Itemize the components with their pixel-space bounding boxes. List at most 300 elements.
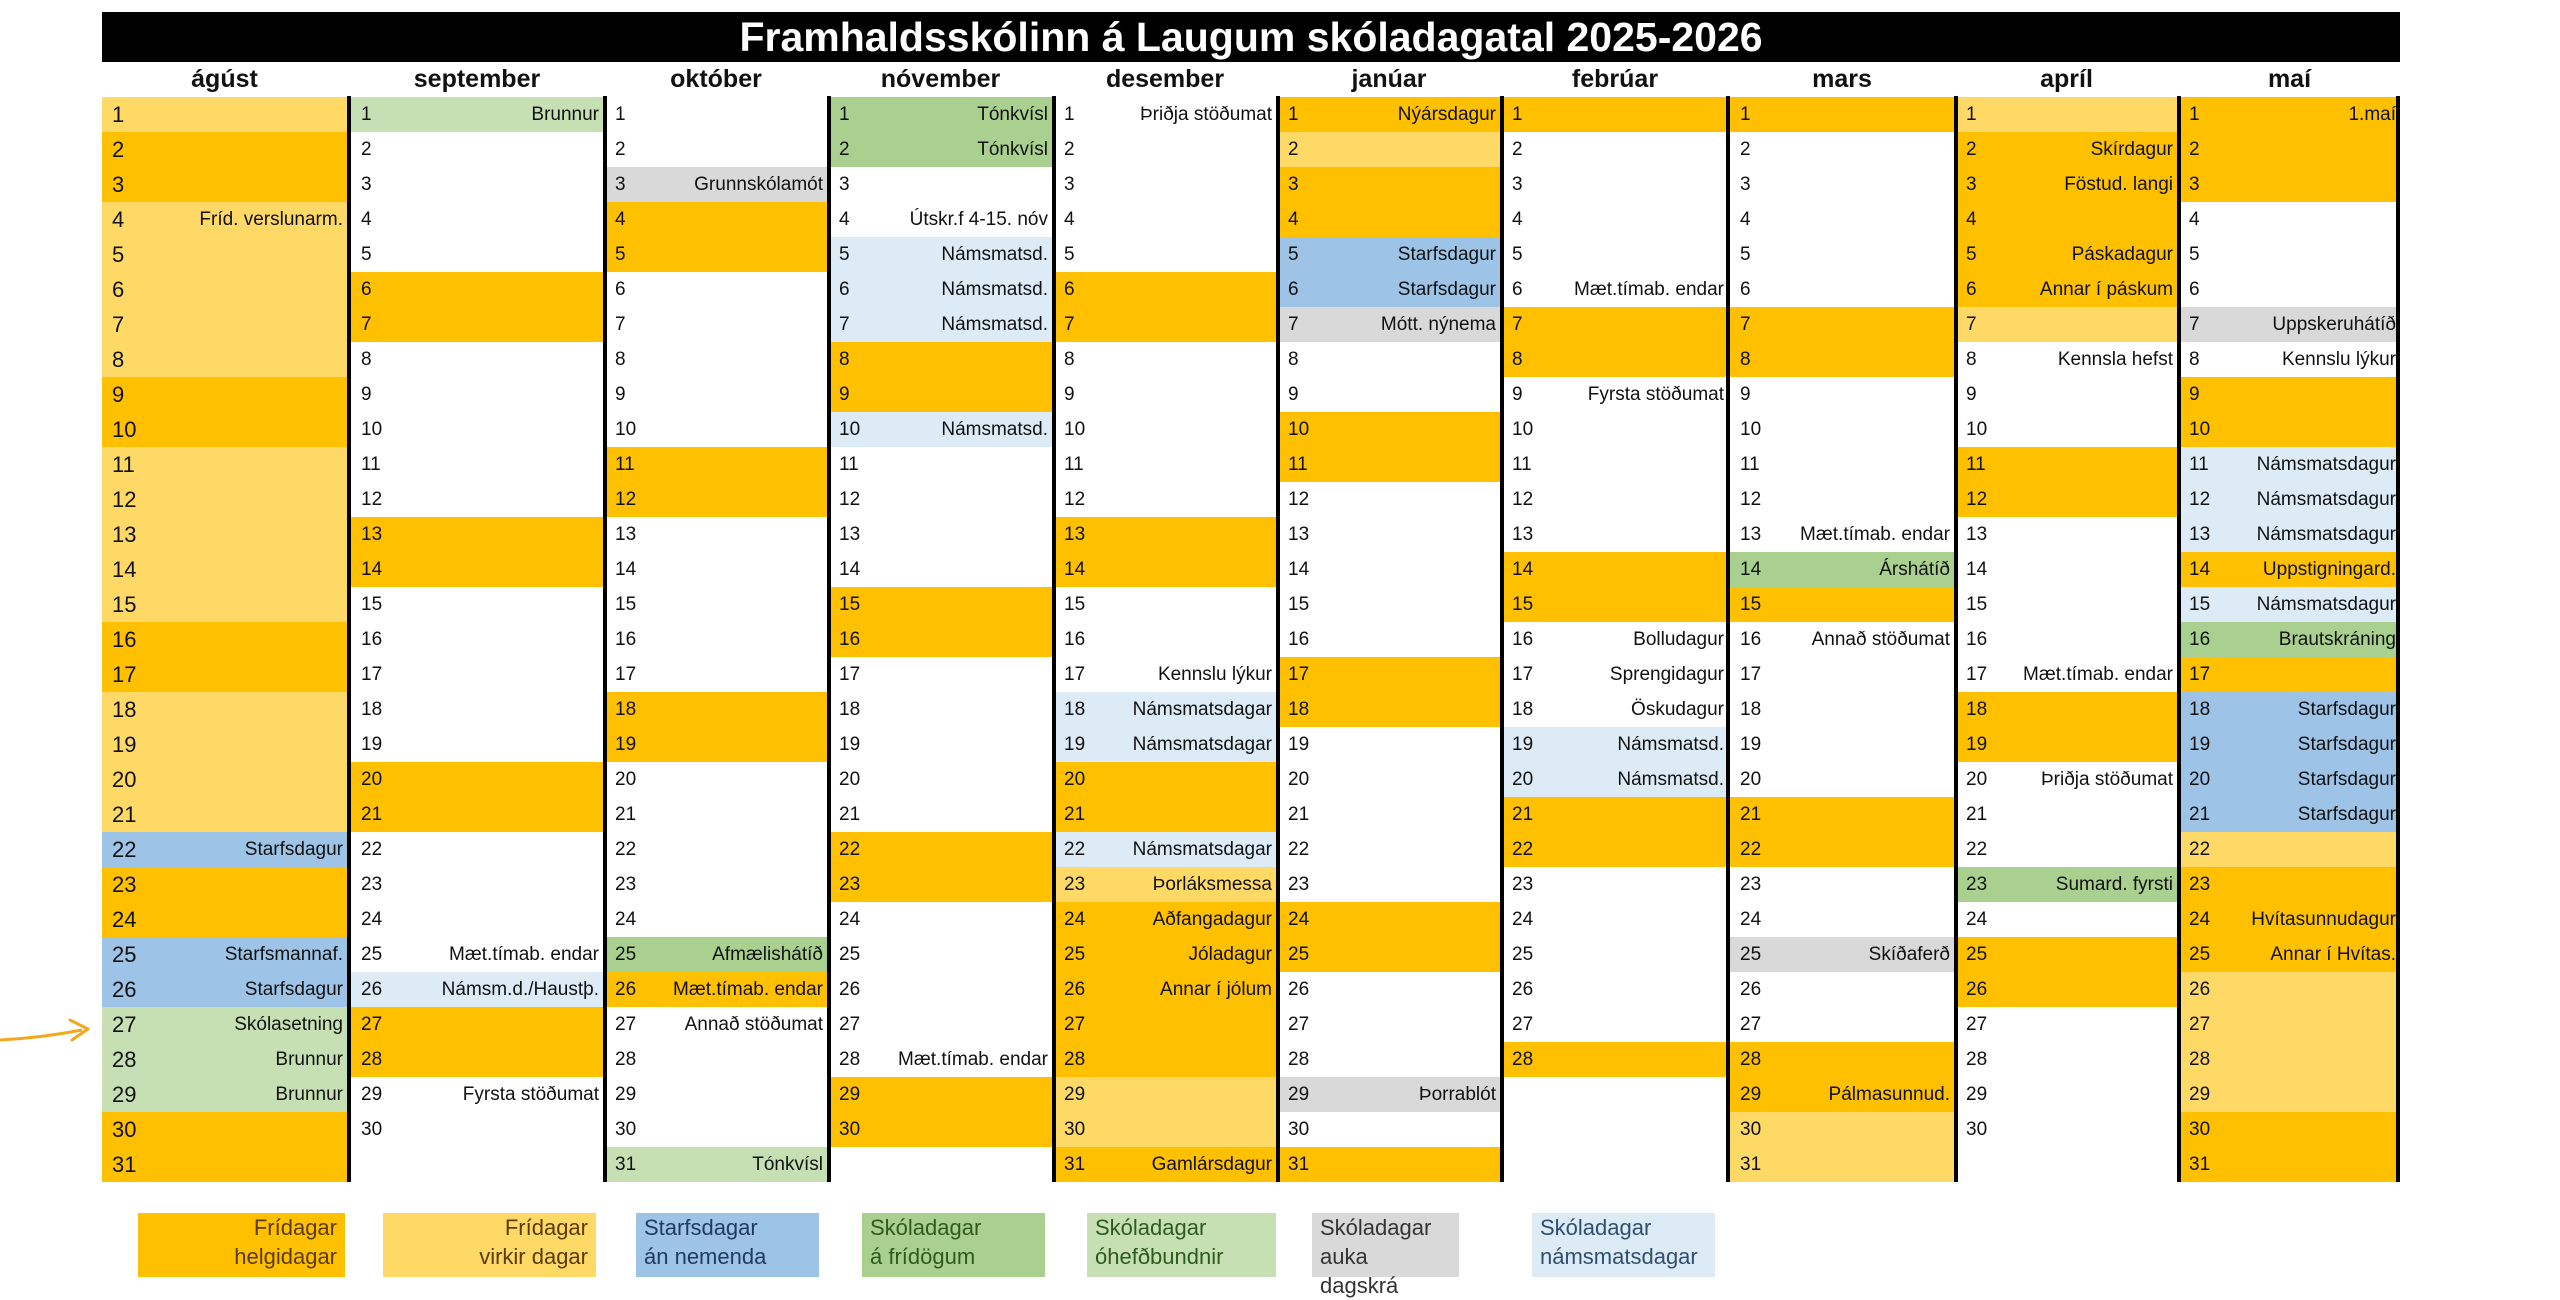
- day-number: 18: [112, 697, 137, 722]
- day-cell: [605, 132, 827, 167]
- day-number: 24: [1512, 909, 1534, 930]
- day-cell: [1956, 482, 2177, 517]
- day-cell: [1278, 167, 1500, 202]
- day-number: 2: [1740, 139, 1751, 160]
- day-cell: [351, 622, 603, 657]
- day-number: 13: [1064, 524, 1086, 545]
- day-number: 30: [615, 1119, 637, 1140]
- day-number: 4: [112, 207, 125, 232]
- day-number: 2: [615, 139, 626, 160]
- day-cell: [829, 657, 1052, 692]
- day-number: 5: [2189, 244, 2200, 265]
- day-cell: [2179, 797, 2400, 832]
- day-cell: [1054, 587, 1276, 622]
- day-number: 3: [1288, 174, 1299, 195]
- day-number: 19: [2189, 734, 2211, 755]
- day-cell: [1730, 342, 1954, 377]
- day-cell: [102, 587, 347, 622]
- day-cell: [351, 97, 603, 132]
- day-number: 18: [839, 699, 861, 720]
- day-event-label: Brunnur: [275, 1049, 343, 1070]
- day-number: 2: [1064, 139, 1075, 160]
- day-number: 29: [1064, 1084, 1086, 1105]
- day-number: 5: [361, 244, 372, 265]
- day-cell: [829, 1112, 1052, 1147]
- day-cell: [1730, 1077, 1954, 1112]
- month-name: janúar: [1351, 65, 1427, 93]
- day-number: 24: [112, 907, 137, 932]
- day-number: 21: [1064, 804, 1086, 825]
- day-cell: [829, 97, 1052, 132]
- month-column: [1278, 62, 1500, 1182]
- day-cell: [2179, 482, 2400, 517]
- day-number: 7: [1064, 314, 1075, 335]
- day-cell: [1730, 587, 1954, 622]
- day-cell: [829, 447, 1052, 482]
- day-number: 18: [1740, 699, 1762, 720]
- day-number: 30: [1288, 1119, 1310, 1140]
- day-number: 17: [1966, 664, 1988, 685]
- day-cell: [605, 1112, 827, 1147]
- day-number: 11: [361, 454, 381, 475]
- day-cell: [1730, 1042, 1954, 1077]
- day-number: 28: [1064, 1049, 1086, 1070]
- day-cell: [1054, 832, 1276, 867]
- day-number: 14: [1064, 559, 1086, 580]
- day-number: 2: [1966, 139, 1977, 160]
- day-cell: [1278, 587, 1500, 622]
- day-number: 18: [1966, 699, 1988, 720]
- day-number: 2: [1512, 139, 1523, 160]
- day-number: 14: [2189, 559, 2211, 580]
- day-cell: [1278, 762, 1500, 797]
- day-event-label: Fyrsta stöðumat: [1587, 384, 1724, 405]
- day-number: 23: [2189, 874, 2211, 895]
- day-number: 16: [361, 629, 383, 650]
- day-cell: [1278, 237, 1500, 272]
- day-cell: [1502, 657, 1728, 692]
- day-number: 22: [1064, 839, 1086, 860]
- day-number: 13: [1288, 524, 1310, 545]
- day-event-label: Starfsmannaf.: [224, 944, 343, 965]
- day-cell: [1730, 97, 1954, 132]
- day-cell: [102, 657, 347, 692]
- day-cell: [1956, 342, 2177, 377]
- day-number: 25: [615, 944, 637, 965]
- day-cell: [351, 1112, 603, 1147]
- day-cell: [1054, 342, 1276, 377]
- day-cell: [605, 797, 827, 832]
- day-number: 19: [1288, 734, 1310, 755]
- day-number: 25: [1288, 944, 1310, 965]
- day-number: 12: [361, 489, 383, 510]
- day-number: 23: [615, 874, 637, 895]
- day-cell: [605, 97, 827, 132]
- day-number: 26: [1512, 979, 1534, 1000]
- day-number: 21: [112, 802, 137, 827]
- day-event-label: Skíðaferð: [1868, 944, 1950, 965]
- day-number: 24: [361, 909, 383, 930]
- day-cell: [1956, 762, 2177, 797]
- day-cell: [1956, 237, 2177, 272]
- day-number: 22: [361, 839, 383, 860]
- month-column: [102, 62, 347, 1182]
- day-number: 14: [615, 559, 637, 580]
- day-cell: [1730, 902, 1954, 937]
- day-number: 1: [1064, 104, 1075, 125]
- day-cell: [605, 1042, 827, 1077]
- day-number: 19: [112, 732, 137, 757]
- day-number: 24: [1064, 909, 1086, 930]
- day-cell: [605, 307, 827, 342]
- day-cell: [1278, 937, 1500, 972]
- column-divider: [1052, 96, 1056, 1182]
- day-event-label: Mæt.tímab. endar: [898, 1049, 1048, 1070]
- month-column: [605, 62, 827, 1182]
- day-cell: [1730, 832, 1954, 867]
- day-cell: [1730, 482, 1954, 517]
- day-cell: [1502, 342, 1728, 377]
- day-cell: [351, 657, 603, 692]
- day-cell: [102, 202, 347, 237]
- day-number: 20: [1966, 769, 1988, 790]
- day-cell: [1502, 622, 1728, 657]
- day-number: 29: [361, 1084, 383, 1105]
- day-event-label: Starfsdagur: [2297, 769, 2396, 790]
- day-cell: [1054, 762, 1276, 797]
- day-number: 29: [1966, 1084, 1988, 1105]
- day-cell: [1956, 272, 2177, 307]
- day-event-label: Kennsla hefst: [2057, 349, 2173, 370]
- day-cell: [1502, 132, 1728, 167]
- month-name: nóvember: [880, 65, 1001, 93]
- month-column: [1956, 62, 2177, 1182]
- calendar-title: Framhaldsskólinn á Laugum skóladagatal 2025-2026: [102, 12, 2400, 62]
- day-cell: [1054, 1112, 1276, 1147]
- month-column: [351, 62, 603, 1182]
- day-number: 22: [112, 837, 137, 862]
- day-cell: [1278, 132, 1500, 167]
- day-cell: [1278, 1112, 1500, 1147]
- day-cell: [102, 692, 347, 727]
- day-number: 16: [839, 629, 861, 650]
- day-number: 23: [839, 874, 861, 895]
- day-number: 4: [1064, 209, 1075, 230]
- day-number: 25: [1064, 944, 1086, 965]
- day-number: 13: [2189, 524, 2211, 545]
- day-cell: [1278, 517, 1500, 552]
- day-cell: [1502, 1007, 1728, 1042]
- day-number: 16: [2189, 629, 2211, 650]
- day-cell: [1956, 1077, 2177, 1112]
- day-cell: [605, 1147, 827, 1182]
- day-cell: [2179, 692, 2400, 727]
- day-cell: [829, 412, 1052, 447]
- day-number: 28: [1966, 1049, 1988, 1070]
- day-event-label: Tónkvísl: [977, 104, 1048, 125]
- legend-item: [138, 1213, 345, 1277]
- day-number: 6: [1966, 279, 1977, 300]
- day-number: 18: [1288, 699, 1310, 720]
- day-number: 3: [2189, 174, 2200, 195]
- day-event-label: Nýársdagur: [1397, 104, 1496, 125]
- day-number: 5: [839, 244, 850, 265]
- day-number: 6: [1288, 279, 1299, 300]
- day-cell: [351, 517, 603, 552]
- day-cell: [102, 412, 347, 447]
- day-number: 14: [1288, 559, 1310, 580]
- day-cell: [2179, 97, 2400, 132]
- column-divider: [1726, 96, 1730, 1182]
- day-cell: [605, 552, 827, 587]
- day-cell: [2179, 202, 2400, 237]
- day-number: 14: [1740, 559, 1762, 580]
- day-number: 1: [839, 104, 850, 125]
- day-event-label: Mæt.tímab. endar: [449, 944, 599, 965]
- day-number: 16: [615, 629, 637, 650]
- day-number: 20: [1064, 769, 1086, 790]
- day-cell: [1956, 902, 2177, 937]
- day-number: 31: [112, 1152, 137, 1177]
- day-number: 2: [112, 137, 125, 162]
- day-cell: [605, 972, 827, 1007]
- month-name: maí: [2267, 65, 2312, 93]
- day-cell: [1956, 1112, 2177, 1147]
- day-number: 22: [1966, 839, 1988, 860]
- day-cell: [2179, 412, 2400, 447]
- day-number: 30: [361, 1119, 383, 1140]
- day-cell: [1502, 692, 1728, 727]
- day-number: 14: [361, 559, 383, 580]
- day-number: 31: [1064, 1154, 1086, 1175]
- day-number: 17: [1740, 664, 1762, 685]
- day-number: 12: [1512, 489, 1534, 510]
- day-event-label: Brunnur: [531, 104, 599, 125]
- day-cell: [1278, 727, 1500, 762]
- day-number: 22: [1512, 839, 1534, 860]
- day-number: 17: [839, 664, 861, 685]
- day-cell: [1730, 307, 1954, 342]
- day-cell: [351, 202, 603, 237]
- day-number: 21: [1512, 804, 1534, 825]
- day-number: 22: [615, 839, 637, 860]
- legend-item: [1312, 1213, 1459, 1298]
- day-number: 31: [615, 1154, 637, 1175]
- day-event-label: Fríd. verslunarm.: [199, 209, 343, 230]
- day-number: 7: [112, 312, 125, 337]
- day-number: 15: [361, 594, 383, 615]
- day-cell: [351, 692, 603, 727]
- column-divider: [2177, 96, 2181, 1182]
- day-number: 6: [839, 279, 850, 300]
- month-name: apríl: [2040, 65, 2093, 93]
- day-number: 1: [615, 104, 626, 125]
- day-cell: [351, 412, 603, 447]
- day-number: 23: [1288, 874, 1310, 895]
- day-number: 3: [1512, 174, 1523, 195]
- day-number: 24: [1288, 909, 1310, 930]
- day-number: 4: [1966, 209, 1977, 230]
- day-number: 4: [1512, 209, 1523, 230]
- day-cell: [1278, 97, 1500, 132]
- day-cell: [102, 482, 347, 517]
- day-cell: [351, 237, 603, 272]
- day-cell: [1956, 972, 2177, 1007]
- day-event-label: Hvítasunnudagur: [2251, 909, 2396, 930]
- day-cell: [1730, 1007, 1954, 1042]
- day-number: 15: [1512, 594, 1534, 615]
- day-cell: [351, 797, 603, 832]
- day-number: 19: [839, 734, 861, 755]
- day-number: 13: [1740, 524, 1762, 545]
- legend-line-2: námsmatsdagar: [1540, 1244, 1698, 1269]
- day-number: 25: [361, 944, 383, 965]
- day-event-label: Námsmatsdagur: [2256, 489, 2396, 510]
- legend-line-1: Skóladagar: [1540, 1215, 1652, 1240]
- day-cell: [102, 937, 347, 972]
- day-number: 13: [615, 524, 637, 545]
- day-number: 17: [361, 664, 383, 685]
- day-number: 28: [1740, 1049, 1762, 1070]
- day-number: 12: [2189, 489, 2211, 510]
- day-cell: [829, 1077, 1052, 1112]
- day-number: 11: [1512, 454, 1532, 475]
- day-event-label: Starfsdagur: [1397, 244, 1496, 265]
- day-event-label: Uppstigningard.: [2262, 559, 2396, 580]
- day-number: 24: [2189, 909, 2211, 930]
- day-number: 15: [2189, 594, 2211, 615]
- day-number: 27: [1064, 1014, 1086, 1035]
- day-cell: [1502, 237, 1728, 272]
- day-number: 27: [839, 1014, 861, 1035]
- day-cell: [829, 972, 1052, 1007]
- day-event-label: Uppskeruhátíð: [2272, 314, 2396, 335]
- day-number: 28: [112, 1047, 137, 1072]
- column-divider: [1954, 96, 1958, 1182]
- day-number: 23: [1966, 874, 1988, 895]
- legend-line-1: Skóladagar: [870, 1215, 982, 1240]
- day-event-label: Starfsdagur: [2297, 804, 2396, 825]
- day-number: 11: [1288, 454, 1308, 475]
- day-cell: [1054, 447, 1276, 482]
- day-cell: [605, 517, 827, 552]
- day-number: 25: [1512, 944, 1534, 965]
- day-cell: [351, 377, 603, 412]
- day-number: 5: [615, 244, 626, 265]
- day-number: 9: [2189, 384, 2200, 405]
- day-cell: [605, 832, 827, 867]
- day-number: 17: [2189, 664, 2211, 685]
- day-number: 1: [112, 102, 125, 127]
- day-number: 29: [615, 1084, 637, 1105]
- day-cell: [605, 622, 827, 657]
- day-event-label: Tónkvísl: [752, 1154, 823, 1175]
- day-cell: [351, 832, 603, 867]
- day-cell: [1730, 272, 1954, 307]
- day-number: 18: [361, 699, 383, 720]
- day-cell: [605, 202, 827, 237]
- day-number: 28: [839, 1049, 861, 1070]
- day-cell: [351, 272, 603, 307]
- day-cell: [1278, 972, 1500, 1007]
- day-number: 15: [112, 592, 137, 617]
- day-cell: [1730, 237, 1954, 272]
- day-number: 12: [1966, 489, 1988, 510]
- day-cell: [351, 447, 603, 482]
- day-cell: [1730, 447, 1954, 482]
- day-cell: [829, 552, 1052, 587]
- day-number: 29: [1740, 1084, 1762, 1105]
- day-cell: [1278, 377, 1500, 412]
- day-cell: [2179, 937, 2400, 972]
- day-cell: [1054, 937, 1276, 972]
- day-event-label: Námsmatsd.: [941, 419, 1048, 440]
- day-cell: [1502, 762, 1728, 797]
- day-event-label: Starfsdagur: [2297, 734, 2396, 755]
- day-number: 7: [1288, 314, 1299, 335]
- day-cell: [1730, 202, 1954, 237]
- day-cell: [2179, 447, 2400, 482]
- day-event-label: Námsmatsd.: [941, 279, 1048, 300]
- day-cell: [2179, 762, 2400, 797]
- day-event-label: Starfsdagur: [1397, 279, 1496, 300]
- day-cell: [351, 342, 603, 377]
- month-name: ágúst: [191, 65, 258, 93]
- day-number: 11: [615, 454, 635, 475]
- day-cell: [2179, 132, 2400, 167]
- day-number: 17: [615, 664, 637, 685]
- day-cell: [829, 937, 1052, 972]
- legend-line-2: óhefðbundnir: [1095, 1244, 1224, 1269]
- day-cell: [1054, 377, 1276, 412]
- day-number: 10: [1740, 419, 1762, 440]
- day-number: 8: [2189, 349, 2200, 370]
- day-number: 30: [839, 1119, 861, 1140]
- day-cell: [1278, 342, 1500, 377]
- day-number: 26: [1288, 979, 1310, 1000]
- day-cell: [1054, 482, 1276, 517]
- day-number: 28: [361, 1049, 383, 1070]
- day-number: 9: [1064, 384, 1075, 405]
- day-cell: [351, 762, 603, 797]
- day-cell: [1730, 972, 1954, 1007]
- day-event-label: Þriðja stöðumat: [2040, 769, 2173, 790]
- day-event-label: Námsmatsdagar: [1132, 734, 1272, 755]
- day-cell: [1054, 272, 1276, 307]
- column-divider: [1500, 96, 1504, 1182]
- day-cell: [102, 622, 347, 657]
- day-cell: [2179, 552, 2400, 587]
- day-cell: [1502, 1042, 1728, 1077]
- day-cell: [1730, 797, 1954, 832]
- day-cell: [2179, 377, 2400, 412]
- column-divider: [603, 96, 607, 1182]
- day-cell: [102, 517, 347, 552]
- day-number: 7: [1512, 314, 1523, 335]
- day-event-label: Öskudagur: [1631, 699, 1724, 720]
- day-cell: [829, 727, 1052, 762]
- day-cell: [829, 902, 1052, 937]
- day-event-label: Annar í Hvítas.: [2270, 944, 2396, 965]
- day-cell: [829, 202, 1052, 237]
- day-cell: [102, 342, 347, 377]
- day-number: 30: [1966, 1119, 1988, 1140]
- day-cell: [351, 1007, 603, 1042]
- day-number: 16: [1966, 629, 1988, 650]
- legend-item: [862, 1213, 1045, 1277]
- day-event-label: Starfsdagur: [2297, 699, 2396, 720]
- legend-item: [636, 1213, 819, 1277]
